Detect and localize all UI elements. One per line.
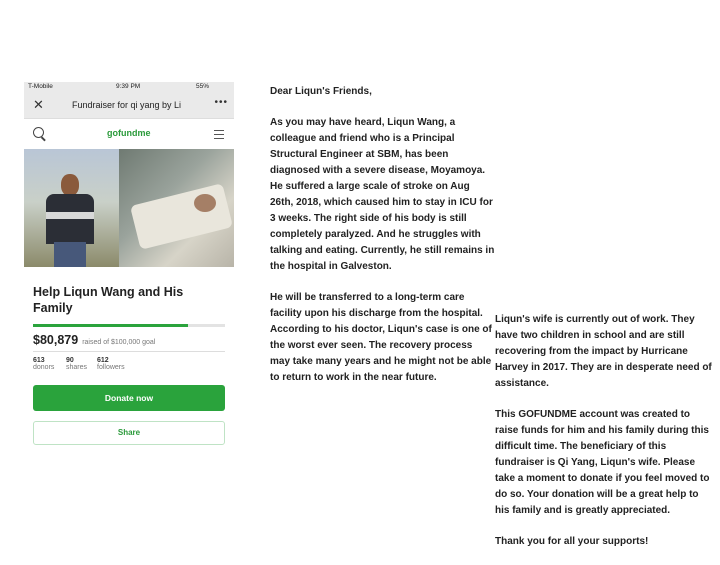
clock: 9:39 PM	[116, 83, 141, 90]
photo-hospital-bed	[119, 149, 234, 267]
battery-label: 55%	[196, 83, 210, 90]
stat-label: donors	[33, 364, 55, 371]
site-header	[24, 119, 234, 149]
stat-label: followers	[97, 364, 125, 371]
menu-icon[interactable]	[214, 130, 224, 141]
progress-bar	[33, 324, 225, 327]
campaign-title: Help Liqun Wang and His Family	[33, 285, 184, 315]
letter-paragraph-3: Liqun's wife is currently out of work. They have two children in school and are still recovering from the impact by Hurricane Harvey in 2017. They are in desperate need of assistance.	[495, 314, 712, 389]
donate-button[interactable]: Donate now	[33, 385, 225, 411]
stat-shares	[66, 357, 100, 371]
letter-column-left	[270, 84, 495, 401]
close-icon[interactable]: ✕	[33, 97, 44, 112]
stat-label: shares	[66, 364, 88, 371]
letter-column-right	[495, 312, 713, 565]
stat-donors	[33, 357, 67, 371]
more-icon[interactable]: •••	[214, 97, 228, 108]
stat-value: 612	[97, 357, 109, 364]
stat-followers	[97, 357, 131, 371]
progress-fill	[33, 324, 188, 327]
carrier-label: T-Mobile	[28, 83, 53, 90]
letter-paragraph-4: This GOFUNDME account was created to raise funds for him and his family during this difficult time. The beneficiary of this fundraiser is Qi Yang, Liqun's wife. Please take a moment to donate if you feel moved to do so. Your donation will be a great help to his family and is greatly appreciated.	[495, 409, 710, 516]
letter-closing: Thank you for all your supports!	[495, 536, 649, 547]
letter-paragraph-1: As you may have heard, Liqun Wang, a colleague and friend who is a Principal Structural Engineer at SBM, has been diagnosed with a severe disease, Moyamoya. He suffered a large scale of stroke on Aug 26th, 2018, which caused him to stay in ICU for 3 weeks. The right side of his body is still completely paralyzed. And he struggles with talking and eating. Currently, he still remains in the hospital in Galveston.	[270, 117, 495, 272]
browser-bar	[24, 92, 234, 119]
search-icon[interactable]	[33, 127, 44, 138]
share-button[interactable]: Share	[33, 421, 225, 445]
raised-amount: $80,879	[33, 333, 79, 347]
person-figure	[44, 174, 96, 267]
stat-value: 613	[33, 357, 45, 364]
divider	[33, 351, 225, 352]
campaign-photo	[24, 149, 234, 267]
photo-man-outdoors	[24, 149, 119, 267]
stat-value: 90	[66, 357, 74, 364]
goal-text: raised of $100,000 goal	[82, 339, 156, 346]
gofundme-logo[interactable]: gofundme	[107, 128, 151, 138]
phone-screenshot	[24, 82, 234, 452]
browser-title: Fundraiser for qi yang by Li	[72, 100, 182, 110]
amount-raised	[33, 333, 155, 347]
letter-paragraph-2: He will be transferred to a long-term care facility upon his discharge from the hospital. According to his doctor, Liqun's case is one of the worst ever seen. The recovery process may take many years and he might not be able to return to work in the near future.	[270, 292, 492, 383]
letter-greeting: Dear Liqun's Friends,	[270, 86, 372, 97]
status-bar	[24, 82, 234, 92]
